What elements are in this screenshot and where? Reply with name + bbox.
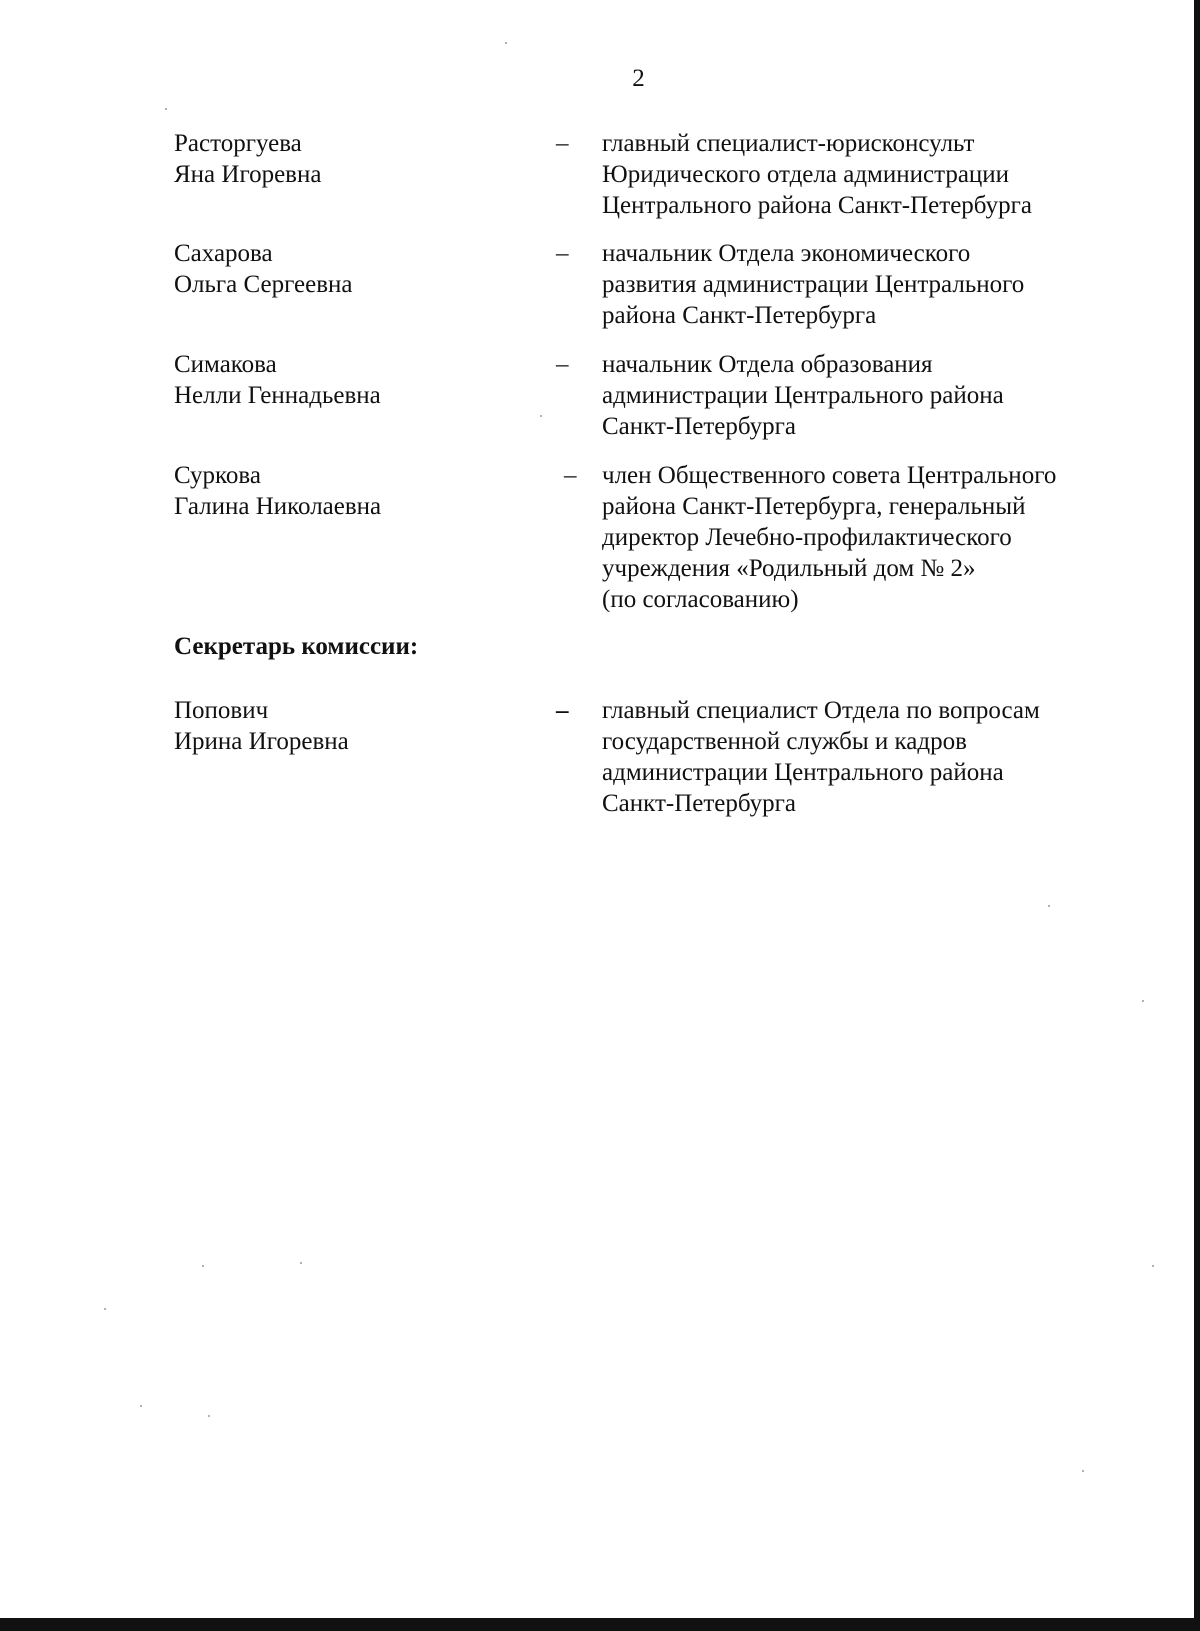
role-line: главный специалист-юрисконсульт <box>602 130 975 157</box>
page-number: 2 <box>632 65 645 92</box>
dash-separator: – <box>564 462 577 489</box>
role-line: член Общественного совета Центрального <box>602 462 1057 489</box>
dash-separator: – <box>556 697 569 724</box>
role-line: Санкт-Петербурга <box>602 790 797 817</box>
member-surname: Симакова <box>174 351 277 378</box>
scan-speck <box>208 1415 210 1417</box>
member-given-names: Ирина Игоревна <box>174 728 349 755</box>
member-name <box>174 695 554 757</box>
member-surname: Сахарова <box>174 240 273 267</box>
role-line: района Санкт-Петербурга, генеральный <box>602 493 1026 520</box>
member-role <box>602 128 1122 221</box>
role-line: начальник Отдела экономического <box>602 240 971 267</box>
member-role <box>602 238 1122 331</box>
role-line: директор Лечебно-профилактического <box>602 524 1012 551</box>
dash-separator: – <box>556 130 569 157</box>
scan-speck <box>104 1308 106 1310</box>
role-line: главный специалист Отдела по вопросам <box>602 697 1040 724</box>
member-given-names: Яна Игоревна <box>174 161 322 188</box>
scan-speck <box>1152 1265 1154 1267</box>
role-line: администрации Центрального района <box>602 382 1004 409</box>
member-surname: Попович <box>174 697 269 724</box>
scan-speck <box>1142 1000 1144 1002</box>
role-line: Центрального района Санкт-Петербурга <box>602 192 1032 219</box>
scan-speck <box>540 415 542 417</box>
member-surname: Расторгуева <box>174 130 302 157</box>
role-line: района Санкт-Петербурга <box>602 302 877 329</box>
member-name <box>174 238 554 300</box>
member-surname: Суркова <box>174 462 261 489</box>
role-line: начальник Отдела образования <box>602 351 933 378</box>
role-line: учреждения «Родильный дом № 2» <box>602 555 976 582</box>
member-given-names: Галина Николаевна <box>174 493 382 520</box>
scan-speck <box>505 42 507 44</box>
dash-separator: – <box>556 351 569 378</box>
scan-speck <box>1048 905 1050 907</box>
scan-edge-right <box>1194 0 1200 1631</box>
member-given-names: Нелли Геннадьевна <box>174 382 381 409</box>
role-line: Юридического отдела администрации <box>602 161 1010 188</box>
member-name <box>174 128 554 190</box>
scan-speck <box>202 1265 204 1267</box>
scan-edge-bottom <box>0 1618 1200 1631</box>
role-line: развития администрации Центрального <box>602 271 1025 298</box>
role-line: (по согласованию) <box>602 586 799 613</box>
secretary-heading: Секретарь комиссии: <box>174 633 419 660</box>
scan-speck <box>1082 1470 1084 1472</box>
role-line: Санкт-Петербурга <box>602 413 797 440</box>
scan-speck <box>140 1405 142 1407</box>
role-line: администрации Центрального района <box>602 759 1004 786</box>
dash-separator: – <box>556 240 569 267</box>
member-name <box>174 460 554 522</box>
scan-speck <box>165 108 167 110</box>
scan-speck <box>300 1262 302 1264</box>
member-role <box>602 349 1122 442</box>
member-role <box>602 695 1122 819</box>
member-name <box>174 349 554 411</box>
role-line: государственной службы и кадров <box>602 728 967 755</box>
member-given-names: Ольга Сергеевна <box>174 271 353 298</box>
member-role <box>602 460 1122 615</box>
